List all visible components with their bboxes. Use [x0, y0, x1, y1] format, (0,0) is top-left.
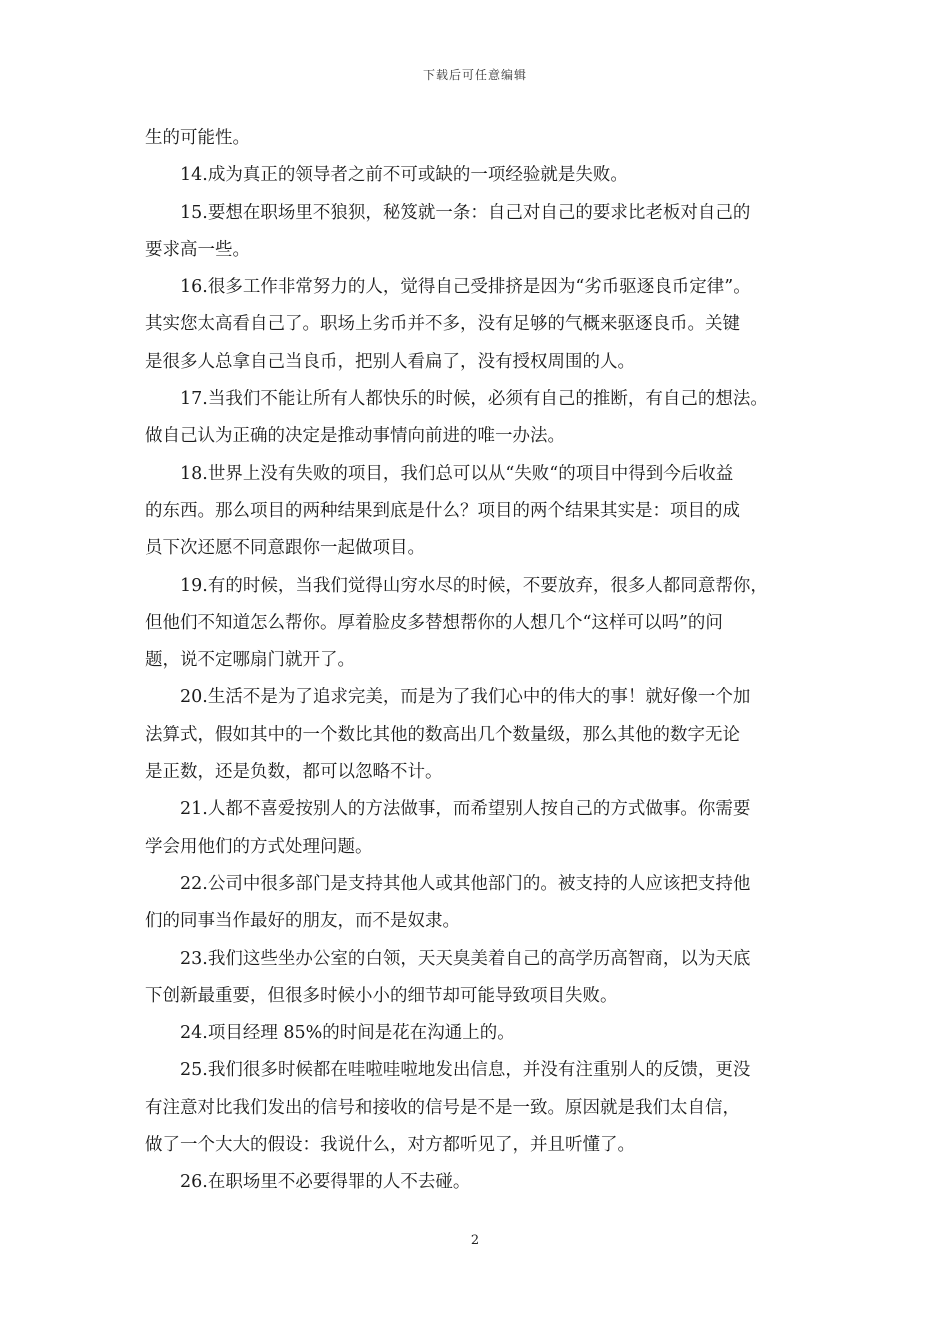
text-line: 14.成为真正的领导者之前不可或缺的一项经验就是失败。 — [180, 165, 628, 186]
text-line: 16.很多工作非常努力的人，觉得自己受排挤是因为“劣币驱逐良币定律”。 — [180, 277, 751, 298]
page-number: 2 — [470, 1233, 480, 1248]
text-line: 生的可能性。 — [145, 128, 250, 148]
text-line: 25.我们很多时候都在哇啦哇啦地发出信息，并没有注重别人的反馈，更没 — [180, 1060, 751, 1081]
text-line: 17.当我们不能让所有人都快乐的时候，必须有自己的推断，有自己的想法。 — [180, 389, 768, 410]
text-line: 员下次还愿不同意跟你一起做项目。 — [145, 538, 425, 559]
document-body — [145, 120, 813, 1202]
text-line: 19.有的时候，当我们觉得山穷水尽的时候，不要放弃，很多人都同意帮你， — [180, 575, 768, 596]
text-line: 24.项目经理 85%的时间是花在沟通上的。 — [180, 1023, 515, 1044]
text-line: 其实您太高看自己了。职场上劣币并不多，没有足够的气概来驱逐良币。关键 — [145, 314, 740, 335]
text-line: 学会用他们的方式处理问题。 — [145, 836, 373, 857]
text-line: 要求高一些。 — [145, 239, 250, 260]
text-line: 题，说不定哪扇门就开了。 — [145, 650, 355, 671]
text-line: 下创新最重要，但很多时候小小的细节却可能导致项目失败。 — [145, 985, 618, 1006]
text-line: 有注意对比我们发出的信号和接收的信号是不是一致。原因就是我们太自信， — [145, 1097, 740, 1118]
text-line: 23.我们这些坐办公室的白领，天天臭美着自己的高学历高智商，以为天底 — [180, 948, 751, 969]
text-line: 18.世界上没有失败的项目，我们总可以从“失败“的项目中得到今后收益 — [180, 463, 734, 484]
text-line: 26.在职场里不必要得罪的人不去碰。 — [180, 1172, 471, 1193]
text-line: 是很多人总拿自己当良币，把别人看扁了，没有授权周围的人。 — [145, 351, 635, 372]
text-line: 的东西。那么项目的两种结果到底是什么？项目的两个结果其实是：项目的成 — [145, 500, 740, 521]
text-line: 做了一个大大的假设：我说什么，对方都听见了，并且听懂了。 — [145, 1135, 635, 1156]
text-line: 20.生活不是为了追求完美，而是为了我们心中的伟大的事！就好像一个加 — [180, 687, 751, 708]
text-line: 22.公司中很多部门是支持其他人或其他部门的。被支持的人应该把支持他 — [180, 873, 751, 894]
text-line: 但他们不知道怎么帮你。厚着脸皮多替想帮你的人想几个“这样可以吗”的问 — [145, 612, 723, 633]
text-line: 是正数，还是负数，都可以忽略不计。 — [145, 762, 443, 783]
text-line: 法算式，假如其中的一个数比其他的数高出几个数量级，那么其他的数字无论 — [145, 724, 740, 745]
page-header: 下载后可任意编辑 — [422, 68, 527, 82]
text-line: 们的同事当作最好的朋友，而不是奴隶。 — [145, 911, 460, 932]
text-line: 做自己认为正确的决定是推动事情向前进的唯一办法。 — [145, 426, 565, 447]
text-line: 15.要想在职场里不狼狈，秘笈就一条：自己对自己的要求比老板对自己的 — [180, 202, 751, 223]
text-line: 21.人都不喜爱按别人的方法做事，而希望别人按自己的方式做事。你需要 — [180, 799, 751, 820]
